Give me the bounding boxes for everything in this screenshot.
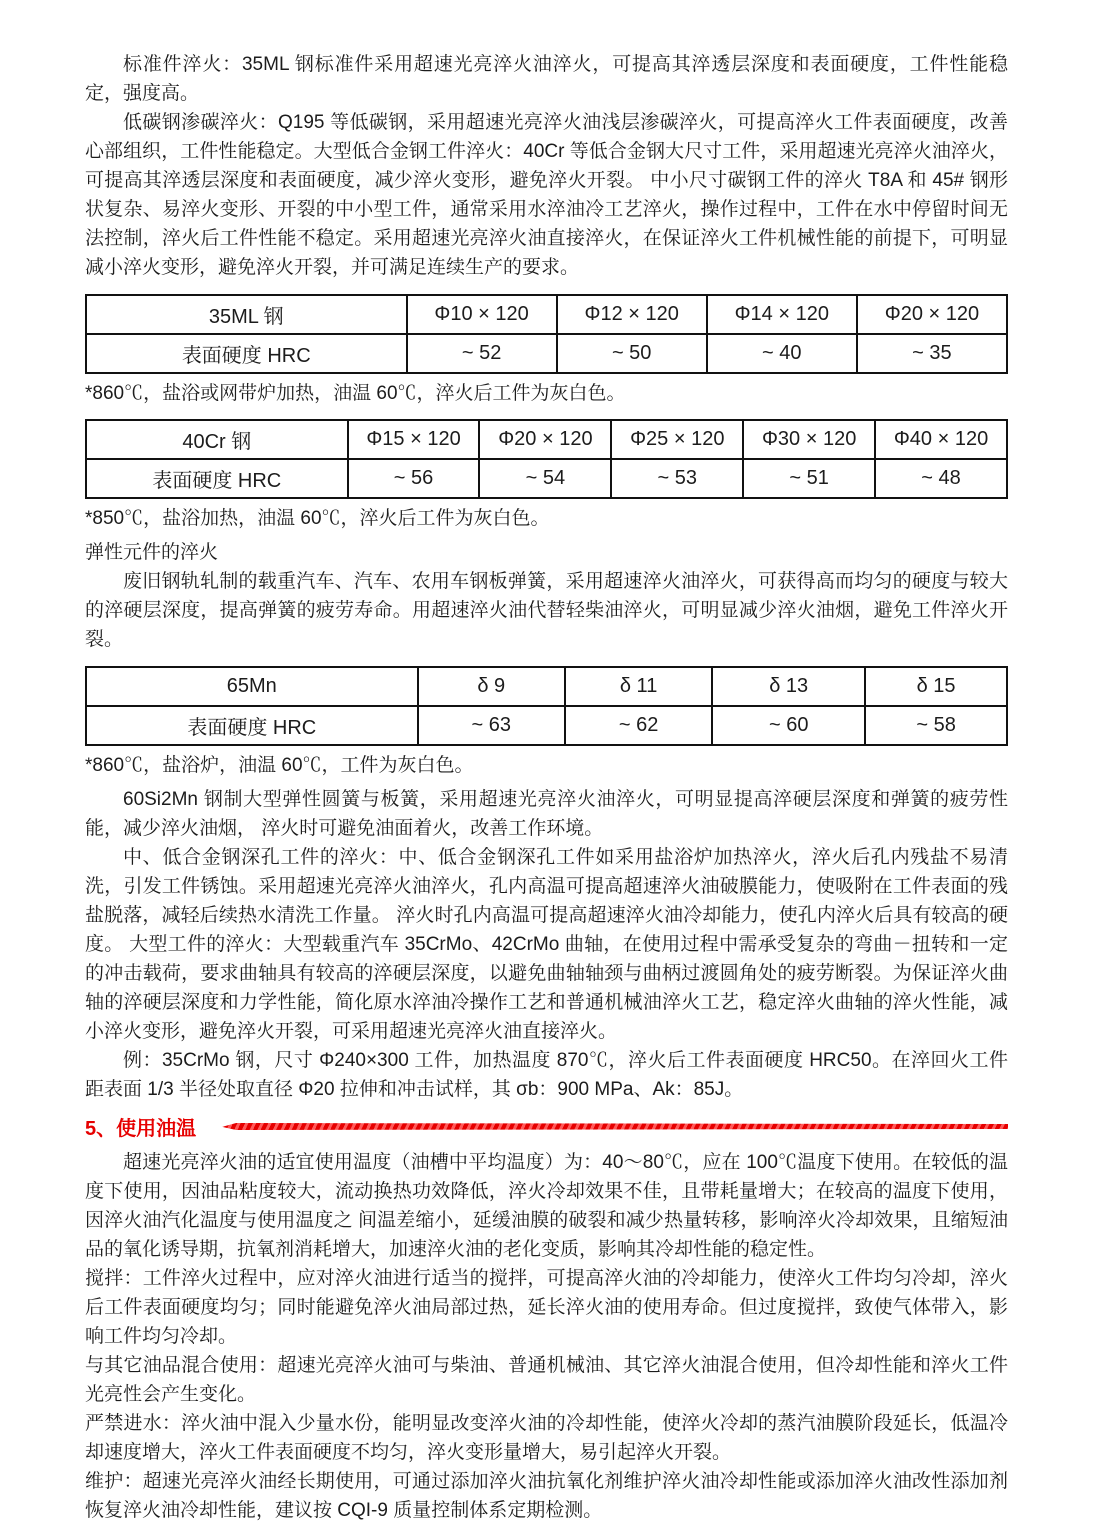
header-cell: Φ10 × 120 (407, 295, 557, 334)
value-cell: ~ 56 (348, 459, 480, 498)
section-divider-line (222, 1123, 1008, 1130)
table-note-40cr: *850℃，盐浴加热，油温 60℃，淬火后工件为灰白色。 (85, 508, 550, 529)
value-cell: ~ 52 (407, 334, 557, 373)
value-cell: ~ 54 (479, 459, 611, 498)
header-cell: δ 13 (712, 667, 865, 706)
header-cell: Φ25 × 120 (611, 420, 743, 459)
paragraph-standard-parts: 标准件淬火：35ML 钢标准件采用超速光亮淬火油淬火，可提高其淬透层深度和表面硬度，工件性能稳定，强度高。 (85, 54, 1008, 104)
row-label-cell: 表面硬度 HRC (86, 459, 348, 498)
row-label-cell: 表面硬度 HRC (86, 334, 407, 373)
table-header-row (86, 667, 1007, 706)
header-cell: Φ12 × 120 (557, 295, 707, 334)
paragraph-no-water: 严禁进水：淬火油中混入少量水份，能明显改变淬火油的冷却性能，使淬火冷却的蒸汽油膜阶段延长，低温冷却速度增大，淬火工件表面硬度不均匀，淬火变形量增大，易引起淬火开裂。 (85, 1413, 1008, 1463)
header-cell: Φ40 × 120 (875, 420, 1007, 459)
table-value-row (86, 706, 1007, 745)
value-cell: ~ 58 (865, 706, 1007, 745)
table-header-row (86, 420, 1007, 459)
paragraph-low-carbon: 低碳钢渗碳淬火：Q195 等低碳钢，采用超速光亮淬火油浅层渗碳淬火，可提高淬火工件表面硬度，改善心部组织，工件性能稳定。大型低合金钢工件淬火：40Cr 等低合金钢大尺寸工件，采用超速光亮淬火油淬火，可提高其淬透层深度和表面硬度，减少淬火变形，避免淬火开裂。 中小尺寸碳钢工件的淬火 T8A 和 45# 钢形状复杂、易淬火变形、开裂的中小型工件，通常采用水淬油冷工艺淬火，操作过程中，工件在水中停留时间无法控制，淬火后工件性能不稳定。采用超速光亮淬火油直接淬火，在保证淬火工件机械性能的前提下，可明显减小淬火变形，避免淬火开裂，并可满足连续生产的要求。 (85, 112, 1008, 278)
value-cell: ~ 35 (857, 334, 1007, 373)
value-cell: ~ 48 (875, 459, 1007, 498)
value-cell: ~ 60 (712, 706, 865, 745)
paragraph-spring: 废旧钢轨轧制的载重汽车、汽车、农用车钢板弹簧，采用超速淬火油淬火，可获得高而均匀的硬度与较大的淬硬层深度，提高弹簧的疲劳寿命。用超速淬火油代替轻柴油淬火，可明显减少淬火油烟，避免工件淬火开裂。 (85, 571, 1008, 650)
header-cell: δ 15 (865, 667, 1007, 706)
table-note-65mn: *860℃，盐浴炉，油温 60℃，工件为灰白色。 (85, 755, 474, 776)
paragraph-deep-hole: 中、低合金钢深孔工件的淬火：中、低合金钢深孔工件如采用盐浴炉加热淬火，淬火后孔内残盐不易清洗，引发工件锈蚀。采用超速光亮淬火油淬火，孔内高温可提高超速淬火油破膜能力，使吸附在工件表面的残盐脱落，减轻后续热水清洗工作量。 淬火时孔内高温可提高超速淬火油冷却能力，使孔内淬火后具有较高的硬度。 大型工件的淬火：大型载重汽车 35CrMo、42CrMo 曲轴，在使用过程中需承受复杂的弯曲－扭转和一定的冲击载荷，要求曲轴具有较高的淬硬层深度，以避免曲轴轴颈与曲柄过渡圆角处的疲劳断裂。为保证淬火曲轴的淬硬层深度和力学性能，简化原水淬油冷操作工艺和普通机械油淬火工艺，稳定淬火曲轴的淬火性能，减小淬火变形，避免淬火开裂，可采用超速光亮淬火油直接淬火。 (85, 847, 1008, 1042)
paragraph-use-temperature: 超速光亮淬火油的适宜使用温度（油槽中平均温度）为：40～80℃，应在 100℃温度下使用。在较低的温度下使用，因油品粘度较大，流动换热功效降低，淬火冷却效果不佳，且带耗量增大；在较高的温度下使用，因淬火油汽化温度与使用温度之 间温差缩小，延缓油膜的破裂和减少热量转移，影响淬火冷却效果，且缩短油品的氧化诱导期，抗氧剂消耗增大，加速淬火油的老化变质，影响其冷却性能的稳定性。 (85, 1152, 1008, 1260)
section-heading-oil-temperature (85, 1112, 1008, 1141)
value-cell: ~ 53 (611, 459, 743, 498)
row-label-cell: 表面硬度 HRC (86, 706, 418, 745)
value-cell: ~ 51 (743, 459, 875, 498)
header-cell: Φ14 × 120 (707, 295, 857, 334)
value-cell: ~ 40 (707, 334, 857, 373)
header-cell: Φ20 × 120 (479, 420, 611, 459)
table-title-cell: 40Cr 钢 (86, 420, 348, 459)
table-value-row (86, 459, 1007, 498)
table-title-cell: 35ML 钢 (86, 295, 407, 334)
paragraph-60si2mn: 60Si2Mn 钢制大型弹性圆簧与板簧，采用超速光亮淬火油淬火，可明显提高淬硬层深度和弹簧的疲劳性能，减少淬火油烟， 淬火时可避免油面着火，改善工作环境。 (85, 789, 1008, 839)
table-value-row (86, 334, 1007, 373)
header-cell: δ 11 (565, 667, 712, 706)
table-header-row (86, 295, 1007, 334)
value-cell: ~ 62 (565, 706, 712, 745)
value-cell: ~ 63 (418, 706, 565, 745)
header-cell: δ 9 (418, 667, 565, 706)
paragraph-example: 例：35CrMo 钢，尺寸 Φ240×300 工件，加热温度 870℃，淬火后工件表面硬度 HRC50。在淬回火工件距表面 1/3 半径处取直径 Φ20 拉伸和冲击试样，其 σb：900 MPa、Ak：85J。 (85, 1050, 1008, 1100)
paragraph-stirring: 搅拌：工件淬火过程中，应对淬火油进行适当的搅拌，可提高淬火油的冷却能力，使淬火工件均匀冷却，淬火后工件表面硬度均匀；同时能避免淬火油局部过热，延长淬火油的使用寿命。但过度搅拌，致使气体带入，影响工件均匀冷却。 (85, 1268, 1008, 1347)
subsection-title-elastic: 弹性元件的淬火 (85, 542, 219, 563)
table-note-35ml: *860℃，盐浴或网带炉加热，油温 60℃，淬火后工件为灰白色。 (85, 383, 626, 404)
value-cell: ~ 50 (557, 334, 707, 373)
header-cell: Φ15 × 120 (348, 420, 480, 459)
header-cell: Φ30 × 120 (743, 420, 875, 459)
header-cell: Φ20 × 120 (857, 295, 1007, 334)
table-title-cell: 65Mn (86, 667, 418, 706)
hardness-table-40cr (85, 419, 1008, 499)
hardness-table-35ml (85, 294, 1008, 374)
paragraph-maintenance: 维护：超速光亮淬火油经长期使用，可通过添加淬火油抗氧化剂维护淬火油冷却性能或添加淬火油改性添加剂恢复淬火油冷却性能，建议按 CQI-9 质量控制体系定期检测。 (85, 1471, 1008, 1521)
hardness-table-65mn (85, 666, 1008, 746)
section-title: 5、使用油温 (85, 1118, 197, 1140)
paragraph-mixing: 与其它油品混合使用：超速光亮淬火油可与柴油、普通机械油、其它淬火油混合使用，但冷却性能和淬火工件光亮性会产生变化。 (85, 1355, 1008, 1405)
